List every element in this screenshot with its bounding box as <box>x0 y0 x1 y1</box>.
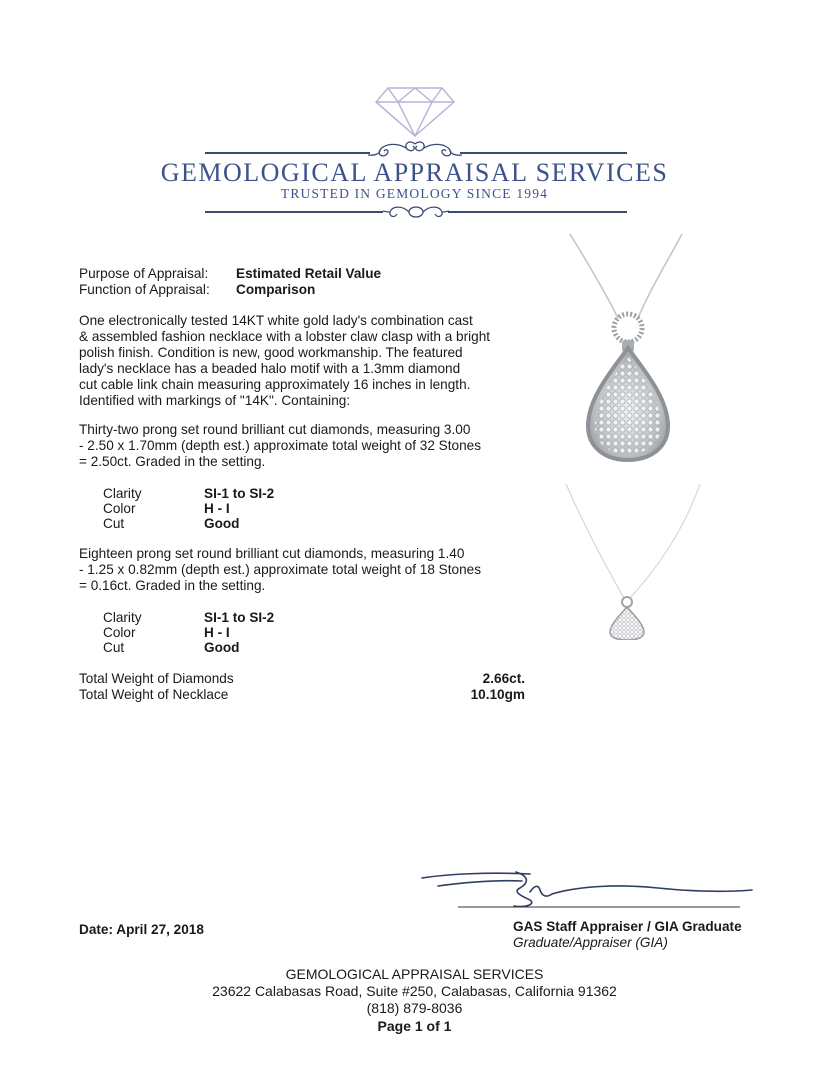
stones2-clarity-label: Clarity <box>103 610 142 625</box>
diamond-logo-icon <box>374 86 456 138</box>
stones2-paragraph <box>79 546 481 594</box>
description-line: One electronically tested 14KT white gold lady's combination cast <box>79 313 473 328</box>
stones1-color-value: H - I <box>204 501 230 516</box>
purpose-label: Purpose of Appraisal: <box>79 266 209 281</box>
page-number: Page 1 of 1 <box>377 1018 452 1034</box>
necklace-closeup-image <box>556 230 696 465</box>
header-rule-top-right <box>460 152 627 154</box>
stones1-line: - 2.50 x 1.70mm (depth est.) approximate total weight of 32 Stones <box>79 438 481 453</box>
function-label: Function of Appraisal: <box>79 282 210 297</box>
stones2-color-value: H - I <box>204 625 230 640</box>
appraiser-subtitle: Graduate/Appraiser (GIA) <box>513 935 668 950</box>
stones1-cut-label: Cut <box>103 516 125 531</box>
stones2-color-label: Color <box>103 625 136 640</box>
header-rule-bottom <box>205 211 383 213</box>
total-necklace-value: 10.10gm <box>470 687 525 702</box>
header-rule-top <box>205 152 370 154</box>
stones2-line: = 0.16ct. Graded in the setting. <box>79 578 266 593</box>
footer-company: GEMOLOGICAL APPRAISAL SERVICES <box>285 966 544 982</box>
stones2-line: - 1.25 x 0.82mm (depth est.) approximate total weight of 18 Stones <box>79 562 481 577</box>
stones1-paragraph <box>79 422 481 470</box>
total-diamonds-label: Total Weight of Diamonds <box>79 671 234 686</box>
top-flourish-icon <box>366 140 464 160</box>
description-line: polish finish. Condition is new, good workmanship. The featured <box>79 345 463 360</box>
stones2-cut-value: Good <box>204 640 240 655</box>
stones2-cut-label: Cut <box>103 640 125 655</box>
stones2-clarity-value: SI-1 to SI-2 <box>204 610 275 625</box>
stones1-clarity-label: Clarity <box>103 486 142 501</box>
stones1-line: Thirty-two prong set round brilliant cut diamonds, measuring 3.00 <box>79 422 471 437</box>
appraisal-date: Date: April 27, 2018 <box>79 922 204 937</box>
total-necklace-label: Total Weight of Necklace <box>79 687 229 702</box>
description-line: cut cable link chain measuring approximately 16 inches in length. <box>79 377 471 392</box>
bottom-flourish-icon <box>382 202 450 222</box>
footer-phone: (818) 879-8036 <box>366 1000 463 1016</box>
company-name: GEMOLOGICAL APPRAISAL SERVICES <box>160 158 669 187</box>
company-tagline: TRUSTED IN GEMOLOGY SINCE 1994 <box>280 186 549 201</box>
appraiser-title: GAS Staff Appraiser / GIA Graduate <box>513 919 742 934</box>
stones2-line: Eighteen prong set round brilliant cut diamonds, measuring 1.40 <box>79 546 465 561</box>
stones1-color-label: Color <box>103 501 136 516</box>
description-line: Identified with markings of "14K". Containing: <box>79 393 351 408</box>
stones1-line: = 2.50ct. Graded in the setting. <box>79 454 266 469</box>
description-paragraph <box>79 313 490 409</box>
total-diamonds-value: 2.66ct. <box>482 671 525 686</box>
description-line: lady's necklace has a beaded halo motif with a 1.3mm diamond <box>79 361 461 376</box>
function-value: Comparison <box>236 282 316 297</box>
appraiser-signature-icon <box>418 866 758 916</box>
stones1-clarity-value: SI-1 to SI-2 <box>204 486 275 501</box>
stones1-cut-value: Good <box>204 516 240 531</box>
header-rule-bottom-right <box>448 211 627 213</box>
necklace-full-image <box>560 480 710 640</box>
description-line: & assembled fashion necklace with a lobster claw clasp with a bright <box>79 329 491 344</box>
purpose-value: Estimated Retail Value <box>236 266 382 281</box>
footer-address: 23622 Calabasas Road, Suite #250, Calabasas, California 91362 <box>212 983 617 999</box>
